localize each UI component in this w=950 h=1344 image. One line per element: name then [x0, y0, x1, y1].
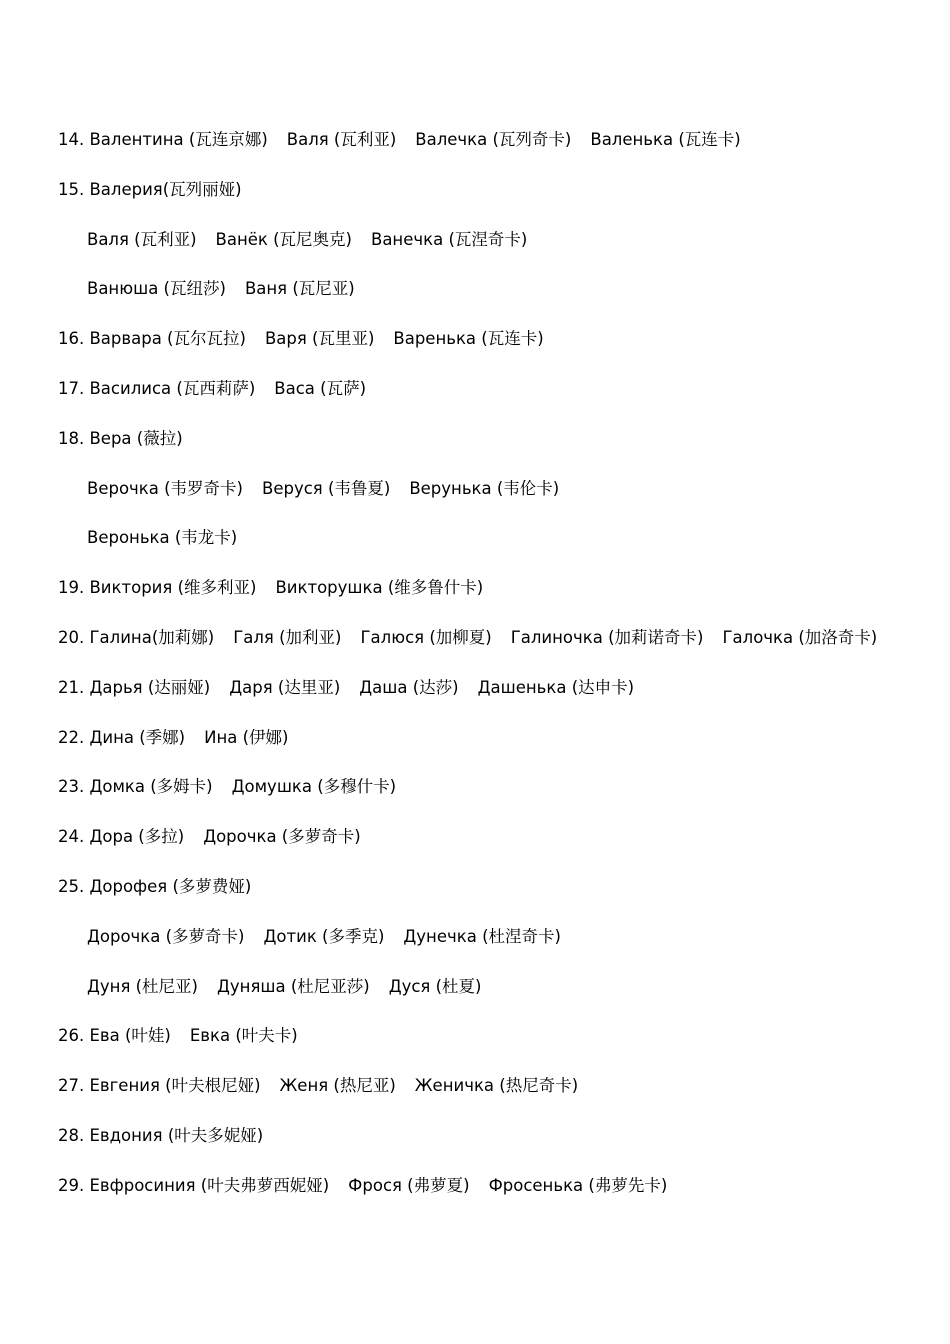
primary-name: 23. Домка (多姆卡) — [58, 777, 213, 796]
diminutive-name: Фрося (弗萝夏) — [348, 1176, 470, 1195]
diminutive-name: Даша (达莎) — [359, 678, 459, 697]
diminutive-name: Дуня (杜尼亚) — [87, 977, 198, 996]
diminutive-name: Викторушка (维多鲁什卡) — [275, 578, 484, 597]
diminutive-name: Фросенька (弗萝先卡) — [488, 1176, 668, 1195]
diminutive-names-line — [87, 275, 355, 303]
diminutive-name: Женя (热尼亚) — [279, 1076, 396, 1095]
diminutive-names-line — [87, 475, 559, 503]
primary-name: 25. Дорофея (多萝费娅) — [58, 877, 252, 896]
diminutive-name: Веруся (韦鲁夏) — [262, 479, 391, 498]
diminutive-name: Дашенька (达申卡) — [477, 678, 635, 697]
name-entry-line — [58, 126, 741, 154]
primary-name: 29. Евфросиния (叶夫弗萝西妮娅) — [58, 1176, 330, 1195]
diminutive-name: Галочка (加洛奇卡) — [722, 628, 878, 647]
diminutive-name: Дуся (杜夏) — [388, 977, 482, 996]
diminutive-name: Веронька (韦龙卡) — [87, 528, 238, 547]
diminutive-name: Валенька (瓦连卡) — [590, 130, 741, 149]
diminutive-name: Варя (瓦里亚) — [264, 329, 375, 348]
primary-name: 26. Ева (叶娃) — [58, 1026, 171, 1045]
diminutive-name: Дунечка (杜涅奇卡) — [403, 927, 561, 946]
diminutive-name: Дорочка (多萝奇卡) — [203, 827, 361, 846]
name-entry-line — [58, 375, 366, 403]
diminutive-names-line — [87, 226, 527, 254]
diminutive-name: Верунька (韦伦卡) — [409, 479, 560, 498]
name-entry-line — [58, 574, 483, 602]
diminutive-names-line — [87, 524, 237, 552]
primary-name: 15. Валерия(瓦列丽娅) — [58, 180, 242, 199]
primary-name: 28. Евдония (叶夫多妮娅) — [58, 1126, 264, 1145]
primary-name: 27. Евгения (叶夫根尼娅) — [58, 1076, 261, 1095]
name-entry-line — [58, 1072, 578, 1100]
diminutive-name: Ина (伊娜) — [204, 728, 289, 747]
primary-name: 24. Дора (多拉) — [58, 827, 185, 846]
diminutive-name: Валечка (瓦列奇卡) — [415, 130, 572, 149]
name-entry-line — [58, 724, 289, 752]
diminutive-name: Ванюша (瓦纽莎) — [87, 279, 226, 298]
name-entry-line — [58, 873, 251, 901]
name-entry-line — [58, 1022, 298, 1050]
diminutive-name: Валя (瓦利亚) — [286, 130, 397, 149]
primary-name: 17. Василиса (瓦西莉萨) — [58, 379, 256, 398]
name-entry-line — [58, 176, 242, 204]
diminutive-name: Ваня (瓦尼亚) — [244, 279, 355, 298]
diminutive-names-line — [87, 973, 481, 1001]
diminutive-name: Васа (瓦萨) — [274, 379, 367, 398]
name-entry-line — [58, 773, 396, 801]
primary-name: 18. Вера (薇拉) — [58, 429, 183, 448]
diminutive-names-line — [87, 923, 561, 951]
diminutive-name: Галюся (加柳夏) — [360, 628, 492, 647]
name-entry-line — [58, 325, 544, 353]
name-entry-line — [58, 674, 634, 702]
diminutive-name: Валя (瓦利亚) — [87, 230, 197, 249]
primary-name: 21. Дарья (达丽娅) — [58, 678, 211, 697]
diminutive-name: Верочка (韦罗奇卡) — [87, 479, 243, 498]
primary-name: 20. Галина(加莉娜) — [58, 628, 215, 647]
diminutive-name: Домушка (多穆什卡) — [231, 777, 397, 796]
diminutive-name: Даря (达里亚) — [229, 678, 341, 697]
name-entry-line — [58, 1122, 263, 1150]
primary-name: 19. Виктория (维多利亚) — [58, 578, 257, 597]
diminutive-name: Галиночка (加莉诺奇卡) — [510, 628, 704, 647]
diminutive-name: Евка (叶夫卡) — [189, 1026, 298, 1045]
name-entry-line — [58, 425, 183, 453]
diminutive-name: Варенька (瓦连卡) — [393, 329, 544, 348]
diminutive-name: Ванёк (瓦尼奥克) — [215, 230, 352, 249]
name-entry-line — [58, 823, 361, 851]
diminutive-name: Дотик (多季克) — [263, 927, 385, 946]
primary-name: 22. Дина (季娜) — [58, 728, 186, 747]
name-entry-line — [58, 624, 877, 652]
diminutive-name: Ванечка (瓦涅奇卡) — [371, 230, 528, 249]
diminutive-name: Дорочка (多萝奇卡) — [87, 927, 245, 946]
primary-name: 14. Валентина (瓦连京娜) — [58, 130, 268, 149]
diminutive-name: Женичка (热尼奇卡) — [414, 1076, 579, 1095]
diminutive-name: Галя (加利亚) — [233, 628, 342, 647]
name-entry-line — [58, 1172, 667, 1200]
diminutive-name: Дуняша (杜尼亚莎) — [217, 977, 370, 996]
primary-name: 16. Варвара (瓦尔瓦拉) — [58, 329, 246, 348]
